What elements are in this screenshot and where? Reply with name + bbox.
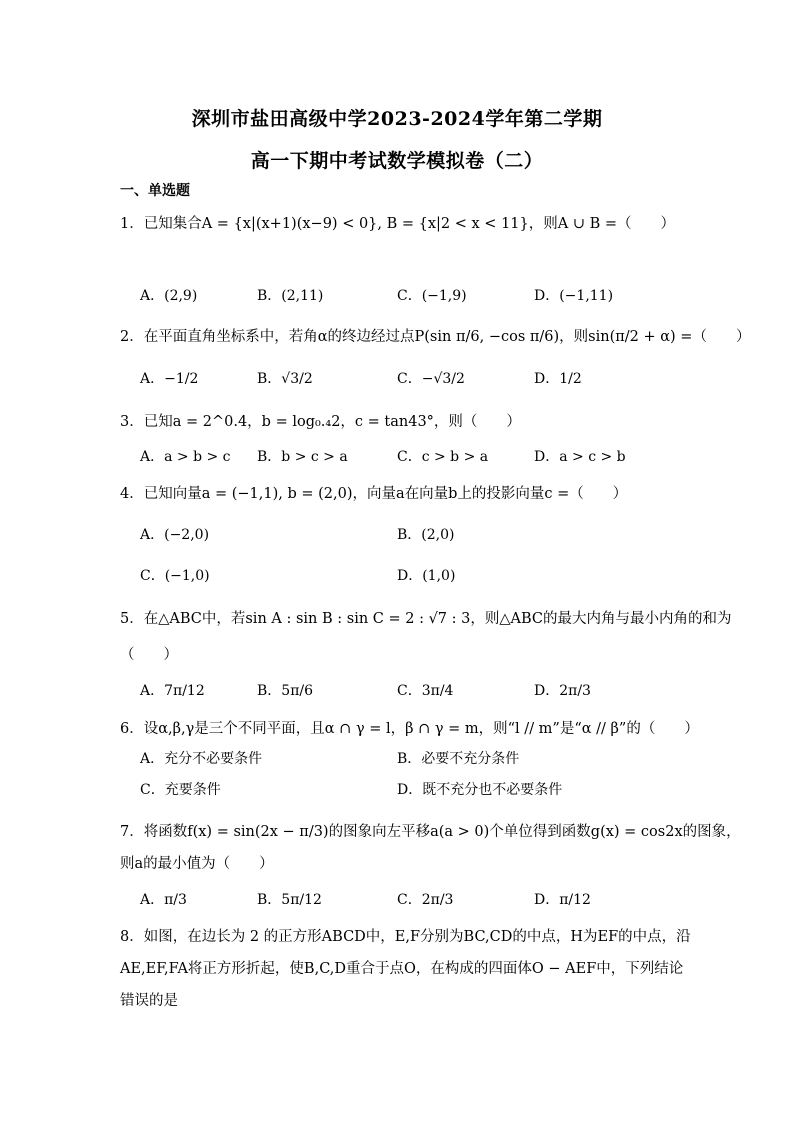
question-8-stem-line1: 8．如图，在边长为 2 的正方形ABCD中，E,F分别为BC,CD的中点，H为EF的中点，沿 — [120, 929, 691, 945]
q1-option-c: C．(−1,9) — [397, 288, 467, 304]
q6-option-b: B．必要不充分条件 — [397, 751, 520, 767]
q1-option-a: A．(2,9) — [140, 288, 198, 304]
section-heading: 一、单选题 — [120, 183, 190, 199]
question-5-stem-line1: 5．在△ABC中，若sin A : sin B : sin C = 2 : √7 : 3，则△ABC的最大内角与最小内角的和为 — [120, 611, 732, 627]
q5-option-c: C．3π/4 — [397, 683, 454, 699]
q1-option-d: D．(−1,11) — [534, 288, 614, 304]
question-8-stem-line3: 错误的是 — [120, 993, 178, 1009]
q4-option-d: D．(1,0) — [397, 568, 456, 584]
q3-option-d: D．a > c > b — [534, 449, 626, 465]
q1-option-b: B．(2,11) — [257, 288, 324, 304]
q5-option-d: D．2π/3 — [534, 683, 591, 699]
q6-option-d: D．既不充分也不必要条件 — [397, 782, 563, 798]
question-7-stem-line2: 则a的最小值为（ ） — [120, 856, 274, 872]
q7-option-d: D．π/12 — [534, 892, 591, 908]
q2-option-a: A．−1/2 — [140, 371, 199, 387]
question-6-stem: 6．设α,β,γ是三个不同平面，且α ∩ γ = l，β ∩ γ = m，则“l // m”是“α // β”的（ ） — [120, 721, 699, 737]
q7-option-a: A．π/3 — [140, 892, 187, 908]
q4-option-a: A．(−2,0) — [140, 527, 210, 543]
question-1-stem: 1．已知集合A = {x|(x+1)(x−9) < 0}, B = {x|2 < x < 11}，则A ∪ B =（ ） — [120, 216, 675, 232]
q6-option-a: A．充分不必要条件 — [140, 751, 263, 767]
q2-option-c: C．−√3/2 — [397, 371, 465, 387]
q5-option-a: A．7π/12 — [140, 683, 205, 699]
q5-option-b: B．5π/6 — [257, 683, 314, 699]
q7-option-c: C．2π/3 — [397, 892, 454, 908]
q3-option-c: C．c > b > a — [397, 449, 489, 465]
q3-option-b: B．b > c > a — [257, 449, 348, 465]
question-2-stem: 2．在平面直角坐标系中，若角α的终边经过点P(sin π/6, −cos π/6)，则sin(π/2 + α) =（ ） — [120, 329, 751, 345]
exam-title-line2: 高一下期中考试数学模拟卷（二） — [250, 150, 544, 172]
question-4-stem: 4．已知向量a = (−1,1), b = (2,0)，向量a在向量b上的投影向量c =（ ） — [120, 486, 628, 502]
question-8-stem-line2: AE,EF,FA将正方形折起，使B,C,D重合于点O，在构成的四面体O − AEF中，下列结论 — [120, 961, 684, 977]
q3-option-a: A．a > b > c — [140, 449, 231, 465]
q7-option-b: B．5π/12 — [257, 892, 322, 908]
question-7-stem-line1: 7．将函数f(x) = sin(2x − π/3)的图象向左平移a(a > 0)个单位得到函数g(x) = cos2x的图象， — [120, 824, 741, 840]
q4-option-c: C．(−1,0) — [140, 568, 210, 584]
q2-option-d: D．1/2 — [534, 371, 582, 387]
q4-option-b: B．(2,0) — [397, 527, 455, 543]
question-3-stem: 3．已知a = 2^0.4，b = log₀.₄2，c = tan43°，则（ ） — [120, 414, 521, 430]
q2-option-b: B．√3/2 — [257, 371, 313, 387]
question-5-stem-line2: （ ） — [120, 647, 178, 663]
exam-title-line1: 深圳市盐田高级中学2023-2024学年第二学期 — [191, 108, 603, 130]
q6-option-c: C．充要条件 — [140, 782, 221, 798]
